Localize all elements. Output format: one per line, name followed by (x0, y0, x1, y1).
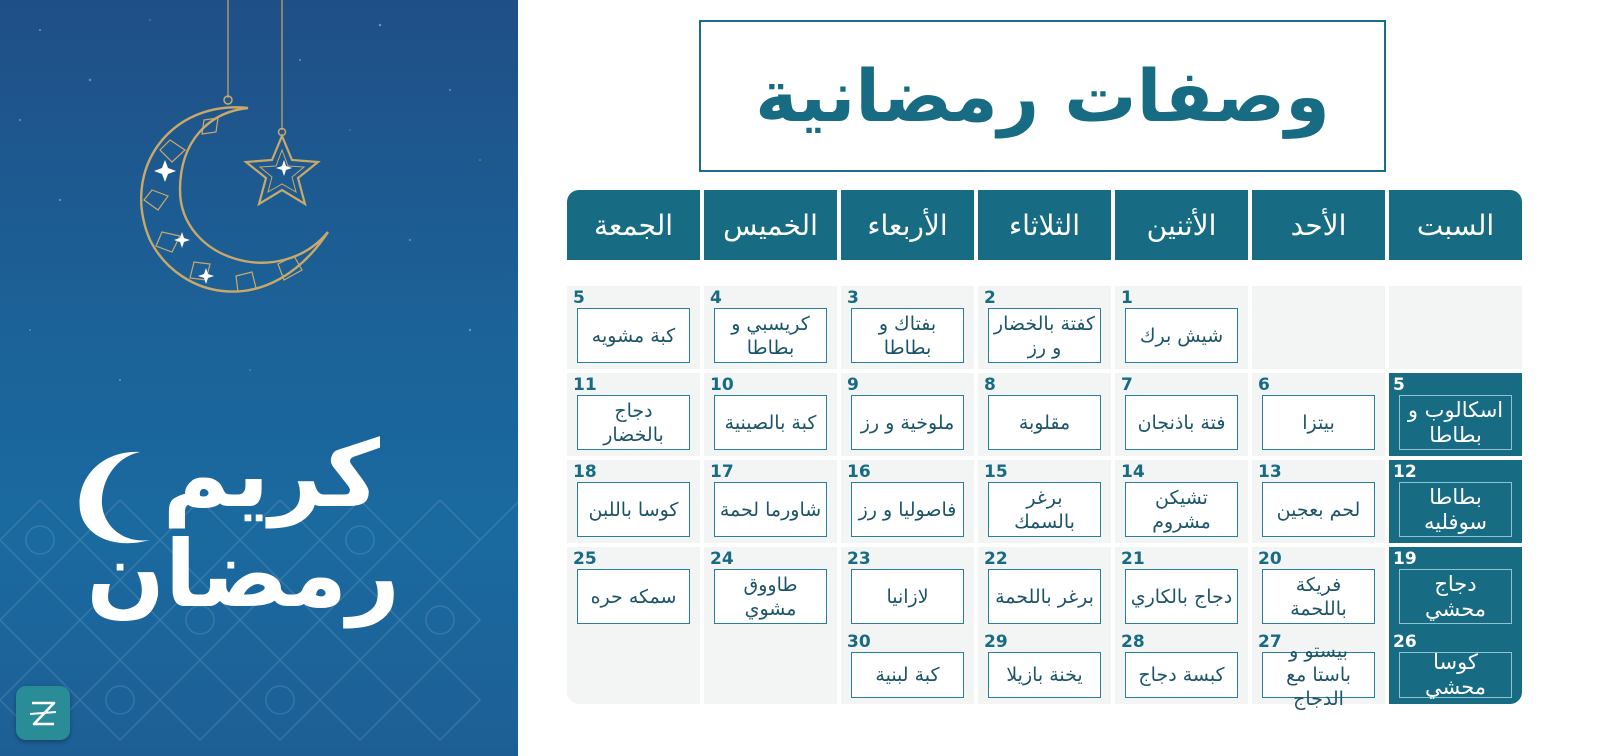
calendar-cell (567, 630, 700, 704)
calendar-cell[interactable] (1252, 547, 1385, 630)
calendar-cell (704, 630, 837, 704)
calendar-cell[interactable] (1252, 460, 1385, 543)
calendar-cell[interactable] (841, 373, 974, 456)
recipe-name: كوسا محشي (1399, 652, 1512, 698)
day-header: الخميس (704, 190, 837, 260)
recipe-name: اسكالوب و بطاطا (1399, 395, 1512, 450)
calendar-cell[interactable] (704, 286, 837, 369)
calendar-cell[interactable] (1389, 547, 1522, 630)
day-number: 18 (573, 462, 597, 482)
day-number: 30 (847, 632, 871, 652)
day-number: 29 (984, 632, 1008, 652)
recipe-name: مقلوبة (988, 395, 1101, 450)
calendar-cell[interactable] (978, 547, 1111, 630)
decorative-panel (0, 0, 518, 756)
day-number: 24 (710, 549, 734, 569)
day-number: 10 (710, 375, 734, 395)
day-number: 15 (984, 462, 1008, 482)
recipe-name: كبة لبنية (851, 652, 964, 698)
calendar-cell[interactable] (567, 547, 700, 630)
calendar-cell[interactable] (978, 460, 1111, 543)
day-header: الأحد (1252, 190, 1385, 260)
recipe-name: يخنة بازيلا (988, 652, 1101, 698)
day-number: 22 (984, 549, 1008, 569)
day-number: 23 (847, 549, 871, 569)
calendar-cell[interactable] (1252, 630, 1385, 710)
calendar-cell (1252, 286, 1385, 369)
calendar-cell[interactable] (978, 373, 1111, 456)
calendar-cell[interactable] (841, 547, 974, 630)
calendar-cell[interactable] (1389, 373, 1522, 456)
day-number: 1 (1121, 288, 1133, 308)
day-number: 4 (710, 288, 722, 308)
day-number: 3 (847, 288, 859, 308)
day-number: 16 (847, 462, 871, 482)
day-header: الأربعاء (841, 190, 974, 260)
calendar-cell[interactable] (704, 460, 837, 543)
crescent-star-ornament (110, 0, 350, 320)
title-box (699, 20, 1386, 172)
recipe-name: برغر باللحمة (988, 569, 1101, 624)
recipe-name: كوسا باللبن (577, 482, 690, 537)
recipe-name: كبة بالصينية (714, 395, 827, 450)
logo-icon (24, 694, 62, 732)
recipe-name: دجاج بالخضار (577, 395, 690, 450)
recipe-name: شيش برك (1125, 308, 1238, 363)
day-number: 20 (1258, 549, 1282, 569)
recipe-name: دجاج محشي (1399, 569, 1512, 624)
recipe-name: فتة باذنجان (1125, 395, 1238, 450)
recipe-name: تشيكن مشروم (1125, 482, 1238, 537)
day-number: 8 (984, 375, 996, 395)
calendar-cell[interactable] (567, 460, 700, 543)
recipe-name: برغر بالسمك (988, 482, 1101, 537)
recipe-name: كبة مشويه (577, 308, 690, 363)
recipe-name: سمكه حره (577, 569, 690, 624)
day-header: الثلاثاء (978, 190, 1111, 260)
recipe-name: كبسة دجاج (1125, 652, 1238, 698)
calendar-cell[interactable] (1115, 630, 1248, 704)
recipe-name: لازانيا (851, 569, 964, 624)
day-number: 7 (1121, 375, 1133, 395)
recipe-name: شاورما لحمة (714, 482, 827, 537)
recipe-name: كفتة بالخضار و رز (988, 308, 1101, 363)
calendar-cell[interactable] (567, 286, 700, 369)
recipe-name: بفتاك و بطاطا (851, 308, 964, 363)
calendar-cell[interactable] (1115, 547, 1248, 630)
calendar-cell[interactable] (841, 460, 974, 543)
calendar-cell[interactable] (1115, 373, 1248, 456)
day-number: 17 (710, 462, 734, 482)
day-number: 26 (1393, 632, 1417, 652)
recipe-name: فريكة باللحمة (1262, 569, 1375, 624)
day-header: السبت (1389, 190, 1522, 260)
greeting-line-1: كريم (162, 421, 380, 528)
greeting-line-2: رمضان (86, 521, 400, 628)
calendar-cell[interactable] (1115, 286, 1248, 369)
day-number: 27 (1258, 632, 1282, 652)
calendar-cell[interactable] (841, 630, 974, 704)
day-number: 13 (1258, 462, 1282, 482)
day-header: الجمعة (567, 190, 700, 260)
day-number: 6 (1258, 375, 1270, 395)
recipe-name: كريسبي و بطاطا (714, 308, 827, 363)
recipe-name: لحم بعجين (1262, 482, 1375, 537)
recipe-name: ملوخية و رز (851, 395, 964, 450)
calendar-cell[interactable] (1115, 460, 1248, 543)
page-title: وصفات رمضانية (755, 54, 1330, 138)
brand-logo[interactable] (16, 686, 70, 740)
day-number: 9 (847, 375, 859, 395)
day-number: 5 (1393, 375, 1405, 395)
calendar-cell[interactable] (704, 547, 837, 630)
day-number: 11 (573, 375, 597, 395)
calendar-cell[interactable] (704, 373, 837, 456)
calendar-cell[interactable] (1389, 460, 1522, 543)
day-number: 2 (984, 288, 996, 308)
calendar-cell[interactable] (978, 630, 1111, 704)
calendar-cell[interactable] (1252, 373, 1385, 456)
calendar-cell[interactable] (841, 286, 974, 369)
day-number: 28 (1121, 632, 1145, 652)
recipe-name: طاووق مشوي (714, 569, 827, 624)
calendar-cell[interactable] (978, 286, 1111, 369)
day-number: 14 (1121, 462, 1145, 482)
day-number: 19 (1393, 549, 1417, 569)
ramadan-greeting (60, 420, 420, 640)
calendar-cell[interactable] (1389, 630, 1522, 704)
day-number: 5 (573, 288, 585, 308)
recipe-name: بيتزا (1262, 395, 1375, 450)
recipe-name: دجاج بالكاري (1125, 569, 1238, 624)
recipe-name: بيستو و باستا مع الدجاج (1262, 652, 1375, 698)
day-header: الأثنين (1115, 190, 1248, 260)
day-number: 25 (573, 549, 597, 569)
day-number: 21 (1121, 549, 1145, 569)
day-number: 12 (1393, 462, 1417, 482)
recipe-name: فاصوليا و رز (851, 482, 964, 537)
recipe-name: بطاطا سوفليه (1399, 482, 1512, 537)
calendar-cell[interactable] (567, 373, 700, 456)
calendar-cell (1389, 286, 1522, 369)
